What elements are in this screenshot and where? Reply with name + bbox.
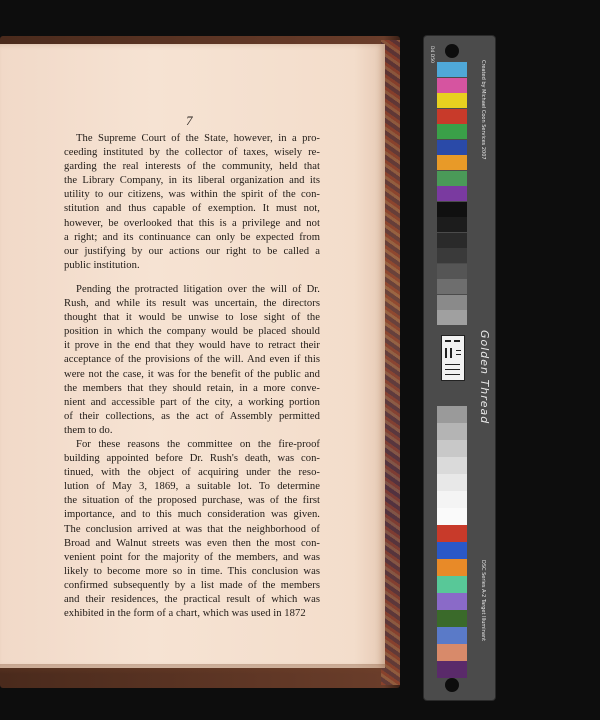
color-patch <box>437 217 467 232</box>
text-line: likely to become more so in time. This conclusion was <box>64 565 320 577</box>
text-line: them to do. <box>64 424 113 436</box>
text-line: position in which the company would be placed should <box>64 326 320 338</box>
color-patch <box>437 644 467 661</box>
color-patch <box>437 93 467 108</box>
text-line: of their collections, as the act of Assembly permitted <box>64 410 320 422</box>
color-patch <box>437 440 467 457</box>
text-line: importance, and to this much consideration was given. <box>64 509 320 521</box>
text-line: public institution. <box>64 259 140 271</box>
target-top-label: D4 D50 <box>429 46 434 63</box>
color-patch <box>437 248 467 263</box>
text-line: however, be overlooked that this is a privilege and not <box>64 217 320 229</box>
color-patch <box>437 295 467 310</box>
color-patch <box>437 610 467 627</box>
color-patch <box>437 508 467 525</box>
resolution-target <box>441 335 465 381</box>
text-line: stitution and thus capable of exemption. It must not, <box>64 203 320 215</box>
paragraph-gap <box>64 273 320 283</box>
text-line: utility to our citizens, was within the spirit of the con- <box>64 189 320 201</box>
color-patch <box>437 310 467 325</box>
color-patch <box>437 576 467 593</box>
text-line: tinued, with the object of acquiring under the reso- <box>64 467 320 479</box>
color-patch <box>437 559 467 576</box>
text-line: our justifying by our actions our right to be called a <box>64 245 320 257</box>
text-line: thought that it would be unwise to lose sight of the <box>64 312 320 324</box>
color-patch <box>437 264 467 279</box>
text-line: a right; and its continuance can only be expected from <box>64 231 320 243</box>
color-patch <box>437 491 467 508</box>
text-line: nient and accessible part of the city, a working portion <box>64 396 320 408</box>
text-line: exhibited in the form of a chart, which was used in 1872 <box>64 608 306 620</box>
punch-hole <box>445 44 459 58</box>
color-patch <box>437 457 467 474</box>
page-shadow <box>0 664 385 674</box>
page-number: 7 <box>186 113 193 128</box>
text-line: Broad and Walnut streets was even then the most con- <box>64 537 320 549</box>
color-patch <box>437 406 467 423</box>
color-patch <box>437 423 467 440</box>
text-line: The Supreme Court of the State, however, in a pro- <box>76 133 320 144</box>
color-patch <box>437 233 467 248</box>
text-line: were not the case, it was for the benefit of the public and <box>64 368 320 380</box>
text-line: The conclusion arrived at was that the neighborhood of <box>64 523 320 535</box>
target-maker-note: Created by Michael Coon Services 2007 <box>480 60 486 160</box>
text-line: building appointed before Dr. Rush's death, was con- <box>64 453 320 465</box>
color-patch <box>437 78 467 93</box>
color-patch <box>437 140 467 155</box>
text-line: the members that they should retain, in a more conve- <box>64 382 320 394</box>
text-line: garding the real interests of the community, held that <box>64 161 320 173</box>
color-patch <box>437 542 467 559</box>
text-line: it prove in the end that they would have to retract their <box>64 340 320 352</box>
color-patch <box>437 525 467 542</box>
color-patch <box>437 124 467 139</box>
color-patch <box>437 661 467 678</box>
color-patch <box>437 62 467 77</box>
body-text <box>64 132 320 621</box>
target-series-note: DSC Series A-2 Target Illuminant <box>480 560 486 642</box>
color-patch <box>437 627 467 644</box>
text-line: the situation of the proposed purchase, was of the first <box>64 495 320 507</box>
text-line: the Library Company, in its liberal organization and its <box>64 175 320 187</box>
text-line: lution of May 3, 1869, a suitable lot. To determine <box>64 481 320 493</box>
color-patch <box>437 474 467 491</box>
text-line: and their residences, the practical result of which was <box>64 594 320 605</box>
color-patch <box>437 593 467 610</box>
text-line: For these reasons the committee on the fire-proof <box>76 438 320 450</box>
text-line: Pending the protracted litigation over the will of Dr. <box>76 283 320 295</box>
text-line: Rush, and while its result was uncertain, the directors <box>64 298 320 310</box>
text-line: ceeding instituted by the collector of taxes, wisely re- <box>64 147 320 159</box>
text-line: confirmed subsequently by a list made of the members <box>64 579 320 591</box>
color-patch <box>437 155 467 170</box>
color-patch <box>437 202 467 217</box>
color-patch <box>437 186 467 201</box>
color-patch <box>437 109 467 124</box>
punch-hole <box>445 678 459 692</box>
color-patch <box>437 279 467 294</box>
golden-thread-logo: Golden Thread <box>478 330 491 425</box>
text-line: venient point for the majority of the members, and was <box>64 551 320 563</box>
color-patch <box>437 171 467 186</box>
text-line: acceptance of the provisions of the will. And even if this <box>64 354 320 366</box>
